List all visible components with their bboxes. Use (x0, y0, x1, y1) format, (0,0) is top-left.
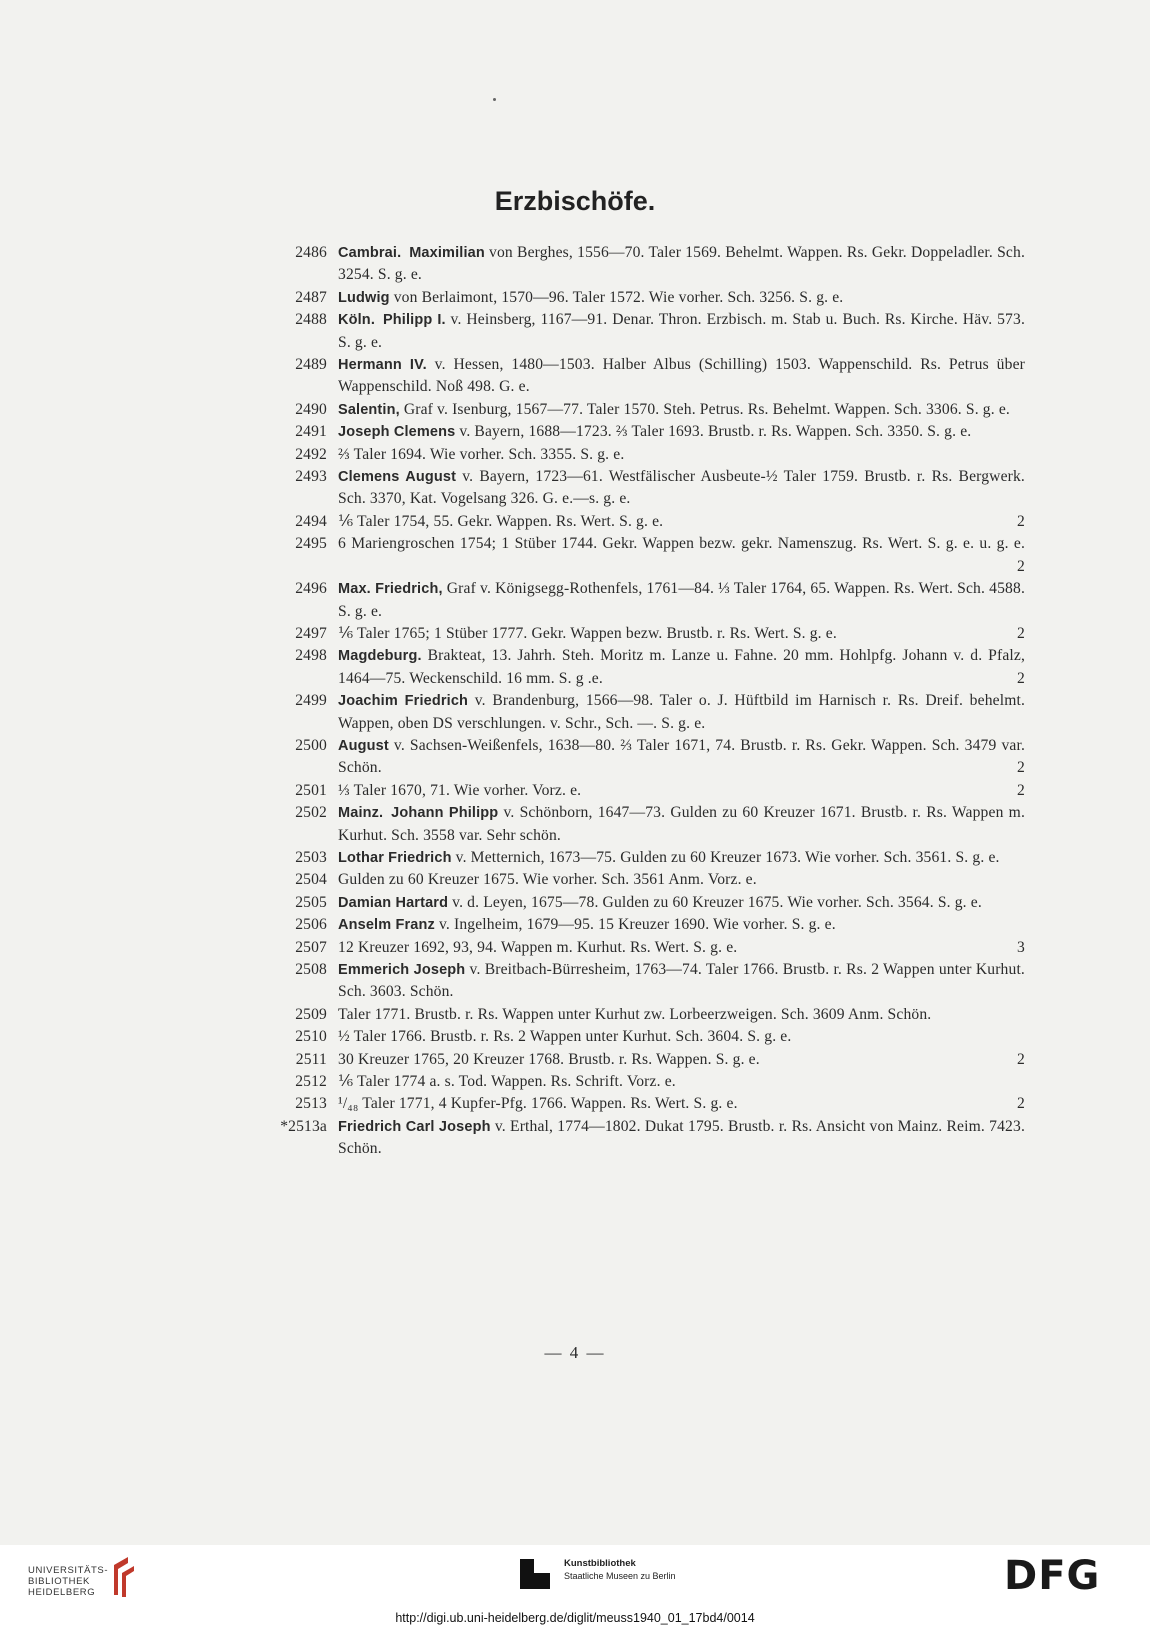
lot-number: 2511 (295, 1050, 327, 1068)
lot-text: ⅙ Taler 1774 a. s. Tod. Wappen. Rs. Schrift. Vorz. e. (338, 1073, 676, 1091)
page-url[interactable]: http://digi.ub.uni-heidelberg.de/diglit/meuss1940_01_17bd4/0014 (395, 1611, 755, 1625)
catalogue-entry (265, 242, 1025, 287)
catalogue-entry (265, 1026, 1025, 1048)
ruler-name: Joachim Friedrich (338, 693, 469, 710)
catalogue-entry (265, 354, 1025, 399)
lot-description (338, 959, 1025, 1004)
catalogue-entry (265, 780, 1025, 802)
catalogue-entries (265, 242, 1025, 1161)
ruler-name: Emmerich Joseph (338, 962, 466, 978)
page-number: — 4 — (544, 1343, 606, 1362)
lot-number: 2501 (295, 781, 327, 799)
lot-number: 2509 (295, 1005, 327, 1023)
lot-text: ¹/₄₈ Taler 1771, 4 Kupfer-Pfg. 1766. Wappen. Rs. Wert. S. g. e. (338, 1095, 738, 1113)
lot-text: v. Erthal, 1774—1802. Dukat 1795. Brustb. r. Rs. Ansicht von Mainz. Reim. 7423. Schön. (338, 1117, 1025, 1158)
lot-description (338, 892, 1025, 914)
lot-description (338, 1071, 1025, 1093)
lot-description (338, 802, 1025, 847)
lot-text: 12 Kreuzer 1692, 93, 94. Wappen m. Kurhut. Rs. Wert. S. g. e. (338, 938, 738, 956)
logo-line: HEIDELBERG (28, 1587, 96, 1598)
lot-number: 2496 (295, 580, 327, 598)
catalogue-entry (265, 847, 1025, 869)
lot-description (338, 1004, 1025, 1026)
lot-text: Taler 1771. Brustb. r. Rs. Wappen unter Kurhut zw. Lorbeerzweigen. Sch. 3609 Anm. Schön. (338, 1005, 932, 1023)
lot-text: ⅙ Taler 1754, 55. Gekr. Wappen. Rs. Wert. S. g. e. (338, 512, 664, 530)
logo-line: BIBLIOTHEK (28, 1576, 90, 1587)
lot-text: Graf v. Isenburg, 1567—77. Taler 1570. Steh. Petrus. Rs. Behelmt. Wappen. Sch. 3306. S. g. e. (399, 400, 1010, 418)
lot-text: v. Bayern, 1688—1723. ⅔ Taler 1693. Brustb. r. Rs. Wappen. Sch. 3350. S. g. e. (455, 423, 972, 441)
lot-description (338, 242, 1025, 287)
ruler-name: Magdeburg. (338, 648, 422, 665)
lot-price: 3 (1017, 938, 1025, 956)
lot-text: v. Metternich, 1673—75. Gulden zu 60 Kreuzer 1673. Wie vorher. Sch. 3561. S. g. e. (451, 848, 1000, 866)
lot-number: 2504 (295, 871, 327, 889)
lot-description (338, 578, 1025, 623)
catalogue-entry (265, 1049, 1025, 1071)
lot-number: *2513a (280, 1117, 327, 1135)
lot-number: 2503 (295, 848, 327, 866)
catalogue-entry (265, 802, 1025, 847)
catalogue-entry (265, 287, 1025, 309)
dfg-logo[interactable]: DFG (1004, 1553, 1101, 1599)
ruler-name: Damian Hartard (338, 894, 449, 911)
catalogue-entry (265, 959, 1025, 1004)
catalogue-entry (265, 623, 1025, 645)
catalogue-entry (265, 892, 1025, 914)
lot-description (338, 287, 1025, 309)
lot-description (338, 869, 1025, 891)
lot-description (338, 847, 1025, 869)
catalogue-entry (265, 735, 1025, 780)
lot-description (338, 466, 1025, 511)
lot-text: 6 Mariengroschen 1754; 1 Stüber 1744. Gekr. Wappen bezw. gekr. Namenszug. Rs. Wert. S. g. e. u. g. e. (338, 535, 1025, 553)
lot-text: von Berghes, 1556—70. Taler 1569. Behelmt. Wappen. Rs. Gekr. Doppeladler. Sch. 3254. S. g. e. (338, 244, 1025, 284)
catalogue-entry (265, 690, 1025, 735)
ruler-name: Johann Philipp (391, 805, 499, 822)
catalogue-entry (265, 1004, 1025, 1026)
catalogue-entry (265, 309, 1025, 354)
catalogue-entry (265, 578, 1025, 623)
ruler-name: Anselm Franz (338, 917, 435, 934)
ruler-name: Köln. (338, 312, 375, 329)
lot-text: Gulden zu 60 Kreuzer 1675. Wie vorher. Sch. 3561 Anm. Vorz. e. (338, 871, 757, 889)
lot-number: 2507 (295, 938, 327, 956)
speck-mark (493, 98, 496, 101)
ruler-name: Salentin, (338, 401, 400, 418)
ruler-name: Hermann IV. (338, 357, 427, 374)
lot-number: 2508 (295, 961, 327, 978)
lot-number: 2495 (295, 535, 327, 553)
lot-number: 2505 (295, 893, 327, 911)
lot-price: 2 (1017, 512, 1025, 530)
kb-subtitle: Staatliche Museen zu Berlin (564, 1571, 676, 1581)
lot-text: 30 Kreuzer 1765, 20 Kreuzer 1768. Brustb. r. Rs. Wappen. S. g. e. (338, 1050, 760, 1068)
ruler-name: Ludwig (338, 289, 390, 306)
lot-description (338, 780, 1025, 802)
heidelberg-library-logo[interactable] (28, 1565, 108, 1598)
kb-name: Kunstbibliothek (564, 1558, 636, 1569)
lot-price: 2 (1017, 624, 1025, 642)
lot-price: 2 (1017, 1095, 1025, 1113)
lot-description (338, 1093, 1025, 1115)
catalogue-entry (265, 914, 1025, 936)
lot-text: ⅙ Taler 1765; 1 Stüber 1777. Gekr. Wappen bezw. Brustb. r. Rs. Wert. S. g. e. (338, 624, 837, 642)
lot-text: Graf v. Königsegg-Rothenfels, 1761—84. ⅓ Taler 1764, 65. Wappen. Rs. Wert. Sch. 4588. S. g. e. (338, 580, 1025, 620)
catalogue-entry (265, 444, 1025, 466)
lot-number: 2486 (295, 244, 327, 261)
logo-line: UNIVERSITÄTS- (28, 1565, 109, 1576)
lot-number: 2506 (295, 916, 327, 934)
lot-description (338, 533, 1025, 578)
lot-description (338, 645, 1025, 690)
lot-number: 2502 (295, 804, 327, 822)
catalogue-entry (265, 869, 1025, 891)
lot-number: 2491 (295, 423, 327, 441)
kunstbibliothek-mark-icon (520, 1559, 550, 1589)
lot-description (338, 511, 1025, 533)
lot-text: v. Brandenburg, 1566—98. Taler o. J. Hüftbild im Harnisch r. Rs. Dreif. behelmt. Wappen, oben DS verschlungen. v. Schr., Sch. —. S. g. e. (338, 692, 1026, 732)
lot-number: 2498 (295, 647, 327, 665)
lot-text: von Berlaimont, 1570—96. Taler 1572. Wie vorher. Sch. 3256. S. g. e. (389, 288, 844, 306)
lot-number: 2497 (295, 624, 327, 642)
lot-text: v. Bayern, 1723—61. Westfälischer Ausbeute-½ Taler 1759. Brustb. r. Rs. Bergwerk. Sch. 3370, Kat. Vogelsang 326. G. e.—s. g. e. (338, 468, 1025, 508)
ruler-name: Mainz. (338, 805, 384, 822)
lot-number: 2492 (295, 445, 327, 463)
catalogue-entry (265, 511, 1025, 533)
lot-text: ⅔ Taler 1694. Wie vorher. Sch. 3355. S. g. e. (338, 445, 625, 463)
ruler-name: Friedrich Carl Joseph (338, 1118, 491, 1135)
lot-description (338, 937, 1025, 959)
viewer-footer (0, 1545, 1150, 1627)
ruler-name: Philipp I. (382, 312, 446, 329)
ruler-name: Clemens August (338, 469, 457, 486)
catalogue-entry (265, 421, 1025, 443)
lot-description (338, 690, 1025, 735)
lot-description (338, 444, 1025, 466)
lot-number: 2512 (295, 1073, 327, 1091)
lot-description (338, 623, 1025, 645)
catalogue-entry (265, 1116, 1025, 1161)
lot-number: 2510 (295, 1028, 327, 1046)
lot-text: v. Schönborn, 1647—73. Gulden zu 60 Kreuzer 1671. Brustb. r. Rs. Wappen m. Kurhut. Sch. 3558 var. Sehr schön. (338, 804, 1025, 844)
catalogue-entry (265, 399, 1025, 421)
lot-description (338, 399, 1025, 421)
lot-description (338, 914, 1025, 936)
lot-number: 2494 (295, 512, 327, 530)
section-heading: Erzbischöfe. (494, 186, 656, 216)
lot-text: v. Ingelheim, 1679—95. 15 Kreuzer 1690. Wie vorher. S. g. e. (434, 916, 836, 934)
lot-text: ½ Taler 1766. Brustb. r. Rs. 2 Wappen unter Kurhut. Sch. 3604. S. g. e. (338, 1028, 792, 1046)
catalogue-entry (265, 1071, 1025, 1093)
lot-number: 2490 (295, 400, 327, 418)
lot-number: 2500 (295, 736, 327, 754)
lot-description (338, 735, 1025, 780)
lot-text: v. Breitbach-Bürresheim, 1763—74. Taler 1766. Brustb. r. Rs. 2 Wappen unter Kurhut. Sch. 3603. Schön. (338, 961, 1025, 1001)
ruler-name: Cambrai. (338, 245, 402, 261)
lot-text: v. Hessen, 1480—1503. Halber Albus (Schilling) 1503. Wappenschild. Rs. Petrus über Wappenschild. Noß 498. G. e. (338, 356, 1025, 396)
lot-number: 2513 (295, 1095, 327, 1113)
lot-price: 2 (1017, 669, 1025, 687)
lot-price: 2 (1017, 557, 1025, 575)
lot-number: 2493 (295, 468, 327, 486)
lot-number: 2499 (295, 692, 327, 710)
lot-description (338, 354, 1025, 399)
heidelberg-mark-icon (108, 1555, 138, 1599)
ruler-name: August (338, 737, 389, 754)
lot-text: v. Heinsberg, 1167—91. Denar. Thron. Erzbisch. m. Stab u. Buch. Rs. Kirche. Häv. 573. S. g. e. (338, 311, 1025, 351)
ruler-name: Joseph Clemens (338, 424, 456, 441)
lot-text: v. Sachsen-Weißenfels, 1638—80. ⅔ Taler 1671, 74. Brustb. r. Rs. Gekr. Wappen. Sch. 3479 var. Schön. (338, 736, 1025, 777)
ruler-name: Lothar Friedrich (338, 849, 452, 866)
lot-price: 2 (1017, 759, 1025, 777)
lot-text: Brakteat, 13. Jahrh. Steh. Moritz m. Lanze u. Fahne. 20 mm. Hohlpfg. Johann v. d. Pfalz, 1464—75. Weckenschild. 16 mm. S. g .e. (338, 647, 1025, 687)
lot-text: ⅓ Taler 1670, 71. Wie vorher. Vorz. e. (338, 781, 582, 799)
catalogue-entry (265, 1093, 1025, 1115)
lot-description (338, 309, 1025, 354)
kunstbibliothek-text (564, 1557, 676, 1582)
ruler-name: Maximilian (409, 245, 485, 261)
catalogue-entry (265, 937, 1025, 959)
catalogue-entry (265, 645, 1025, 690)
lot-description (338, 1116, 1025, 1161)
catalogue-entry (265, 466, 1025, 511)
lot-number: 2488 (295, 311, 327, 329)
lot-price: 2 (1017, 1050, 1025, 1068)
lot-description (338, 421, 1025, 443)
ruler-name: Max. Friedrich, (338, 581, 443, 598)
catalogue-entry (265, 533, 1025, 578)
lot-price: 2 (1017, 781, 1025, 799)
lot-number: 2489 (295, 356, 327, 374)
lot-number: 2487 (295, 288, 327, 306)
lot-description (338, 1049, 1025, 1071)
lot-description (338, 1026, 1025, 1048)
lot-text: v. d. Leyen, 1675—78. Gulden zu 60 Kreuzer 1675. Wie vorher. Sch. 3564. S. g. e. (448, 893, 982, 911)
